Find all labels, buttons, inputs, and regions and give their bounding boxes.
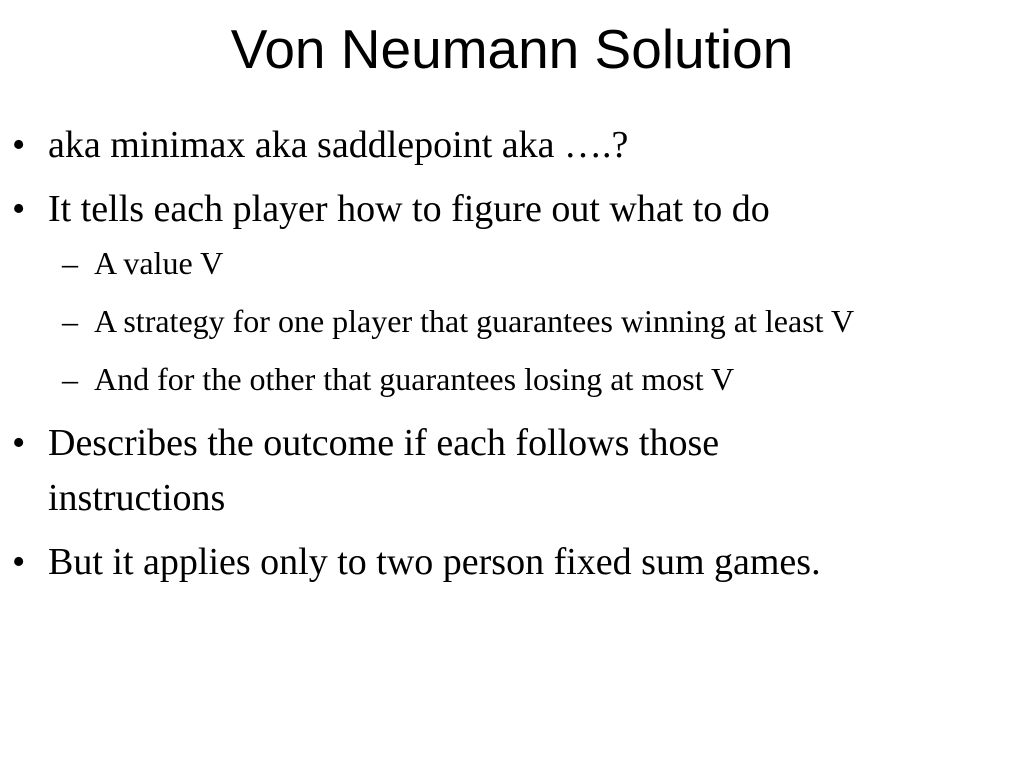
slide-title: Von Neumann Solution: [230, 18, 794, 80]
slide-content: [0, 118, 1024, 590]
bullet-text: Describes the outcome if each follows those instructions: [48, 422, 720, 519]
sub-bullet-item: [0, 357, 1024, 402]
sub-bullet-marker: –: [62, 245, 78, 281]
bullet-text: It tells each player how to figure out what to do: [48, 188, 770, 230]
bullet-item: [0, 118, 1024, 173]
bullet-text: But it applies only to two person fixed sum games.: [48, 541, 821, 583]
bullet-item: [0, 535, 1024, 590]
sub-bullet-item: [0, 299, 1024, 344]
bullet-marker: •: [12, 422, 26, 464]
sub-bullet-text: A value V: [94, 245, 224, 281]
bullet-marker: •: [12, 124, 26, 166]
sub-bullet-text: And for the other that guarantees losing at most V: [94, 361, 735, 397]
bullet-marker: •: [12, 188, 26, 230]
sub-bullet-marker: –: [62, 361, 78, 397]
sub-bullet-item: [0, 241, 1024, 286]
bullet-item: [0, 416, 1024, 526]
sub-bullet-text: A strategy for one player that guarantees winning at least V: [94, 303, 855, 339]
bullet-item: [0, 182, 1024, 237]
bullet-marker: •: [12, 541, 26, 583]
sub-bullet-marker: –: [62, 303, 78, 339]
bullet-text: aka minimax aka saddlepoint aka ….?: [48, 124, 629, 166]
